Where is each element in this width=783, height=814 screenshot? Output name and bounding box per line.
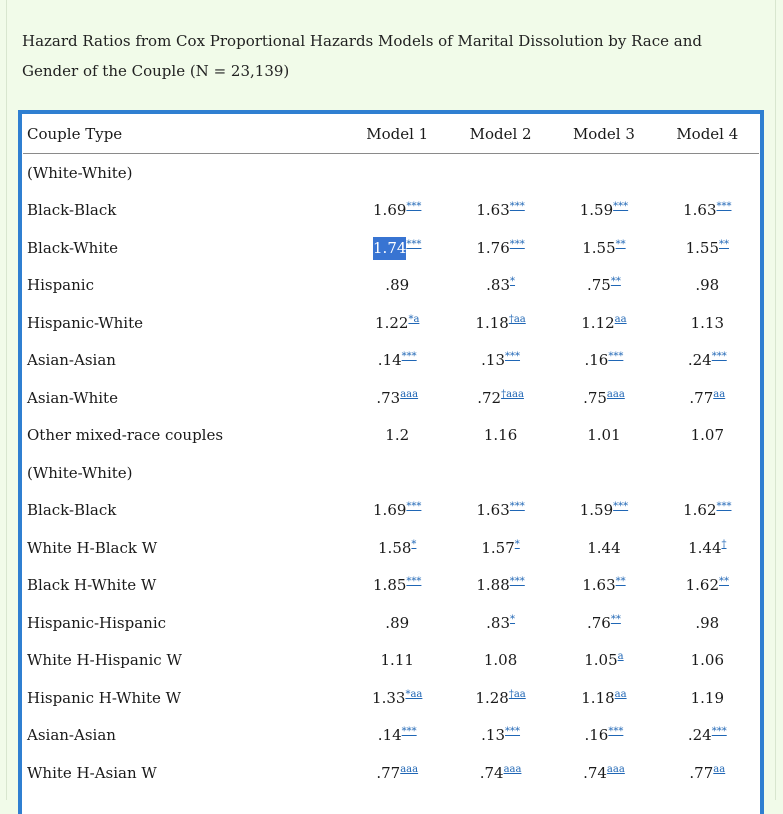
table-cell-model-4 — [656, 567, 759, 605]
footnote-link[interactable]: †aa — [508, 313, 526, 325]
cell-value: 1.69 — [373, 201, 407, 220]
table-cell-model-1 — [346, 417, 449, 455]
table-row — [23, 342, 759, 380]
table-cell-model-4 — [656, 642, 759, 680]
table-cell-model-3 — [552, 642, 655, 680]
table-cell-model-1 — [346, 379, 449, 417]
cell-value: 1.59 — [579, 201, 614, 220]
cell-value: 1.18 — [475, 313, 509, 332]
table-cell-model-3 — [552, 754, 655, 792]
footnote-link[interactable]: *** — [401, 351, 417, 363]
table-cell-model-2 — [449, 379, 552, 417]
row-label: (White-White) — [27, 463, 133, 482]
table-cell-model-4 — [656, 492, 759, 530]
footnote-link[interactable]: *a — [408, 313, 420, 325]
cell-value: .13 — [481, 351, 506, 370]
table-cell-model-2 — [449, 192, 552, 230]
table-cell-model-4 — [656, 529, 759, 567]
cell-value: .98 — [695, 613, 720, 632]
cell-value: .89 — [385, 613, 410, 632]
table-cell-model-3 — [552, 304, 655, 342]
table-header-row — [23, 114, 759, 154]
cell-value: .75 — [583, 388, 607, 407]
hazard-ratio-table — [23, 114, 759, 792]
table-cell-model-2 — [449, 717, 552, 755]
footnote-link[interactable]: † — [721, 538, 727, 550]
cell-value: .83 — [486, 276, 511, 295]
table-container — [18, 110, 764, 814]
table-cell-model-2 — [449, 754, 552, 792]
table-cell-model-4 — [656, 379, 759, 417]
cell-value: .16 — [584, 351, 609, 370]
cell-value: 1.16 — [483, 426, 518, 445]
row-label: White H-Black W — [27, 538, 158, 557]
table-cell-model-2 — [449, 229, 552, 267]
cell-value: 1.13 — [690, 313, 724, 332]
table-cell-model-2 — [449, 304, 552, 342]
table-cell-model-2 — [449, 342, 552, 380]
footnote-link[interactable]: *** — [613, 501, 629, 513]
table-cell-model-1 — [346, 679, 449, 717]
footnote-link[interactable]: *** — [406, 501, 422, 513]
cell-value: 1.55 — [582, 238, 616, 257]
table-row — [23, 567, 759, 605]
cell-value: .24 — [687, 351, 712, 370]
table-cell-model-2 — [449, 417, 552, 455]
footnote-link[interactable]: aaa — [606, 763, 625, 775]
table-cell-model-2 — [449, 567, 552, 605]
footnote-link[interactable]: *** — [613, 201, 629, 213]
row-label: White H-Hispanic W — [27, 651, 182, 670]
table-row — [23, 754, 759, 792]
table-cell-model-3 — [552, 417, 655, 455]
cell-value: 1.63 — [476, 201, 510, 220]
table-cell-model-1 — [346, 717, 449, 755]
footnote-link[interactable]: *** — [716, 201, 732, 213]
footnote-link[interactable]: aaa — [400, 763, 419, 775]
footnote-link[interactable]: aa — [614, 688, 627, 700]
table-cell-model-3 — [552, 342, 655, 380]
table-cell-model-3 — [552, 229, 655, 267]
footnote-link[interactable]: *** — [505, 351, 521, 363]
cell-value: 1.62 — [683, 501, 717, 520]
footnote-link[interactable]: *** — [505, 726, 521, 738]
footnote-link[interactable]: aa — [713, 763, 726, 775]
row-label: Hispanic-White — [27, 313, 144, 332]
table-row — [23, 192, 759, 230]
table-cell-model-1 — [346, 192, 449, 230]
table-cell-model-1 — [346, 267, 449, 305]
cell-value: .75 — [587, 276, 611, 295]
table-cell-model-2 — [449, 529, 552, 567]
header-couple-type: Couple Type — [23, 114, 346, 154]
cell-value: 1.33 — [372, 688, 406, 707]
footnote-link[interactable]: *** — [608, 351, 624, 363]
table-cell-model-1 — [346, 604, 449, 642]
row-label: Hispanic H-White W — [27, 688, 182, 707]
cell-value: .24 — [687, 726, 712, 745]
cell-value: 1.58 — [378, 538, 412, 557]
footnote-link[interactable]: *** — [509, 238, 525, 250]
cell-value: 1.18 — [581, 688, 615, 707]
row-label: Black H-White W — [27, 576, 157, 595]
row-label: Black-White — [27, 238, 119, 257]
header-model-3: Model 3 — [552, 114, 655, 154]
footnote-link[interactable]: ** — [615, 576, 626, 588]
cell-value: .89 — [385, 276, 410, 295]
cell-value: .77 — [689, 763, 714, 782]
cell-value: 1.85 — [373, 576, 407, 595]
cell-value: 1.63 — [683, 201, 717, 220]
table-cell-model-4 — [656, 717, 759, 755]
cell-value: .98 — [695, 276, 720, 295]
header-model-2: Model 2 — [449, 114, 552, 154]
header-model-1: Model 1 — [346, 114, 449, 154]
table-cell-model-4 — [656, 454, 759, 492]
table-row — [23, 492, 759, 530]
row-label: Black-Black — [27, 501, 117, 520]
header-model-4: Model 4 — [656, 114, 759, 154]
table-cell-model-2 — [449, 604, 552, 642]
footnote-link[interactable]: ** — [719, 238, 729, 250]
table-cell-model-1 — [346, 229, 449, 267]
table-cell-model-4 — [656, 342, 759, 380]
table-cell-model-1 — [346, 529, 449, 567]
footnote-link[interactable]: *aa — [405, 688, 423, 700]
table-cell-model-2 — [449, 154, 552, 192]
footnote-link[interactable]: a — [617, 651, 624, 663]
cell-value: .14 — [377, 726, 402, 745]
cell-value: 1.12 — [581, 313, 615, 332]
table-row — [23, 642, 759, 680]
cell-value: .77 — [689, 388, 714, 407]
table-cell-model-3 — [552, 529, 655, 567]
cell-value: .14 — [377, 351, 402, 370]
footnote-link[interactable]: aaa — [400, 388, 419, 400]
cell-value: .76 — [587, 613, 611, 632]
table-cell-model-2 — [449, 679, 552, 717]
table-cell-model-4 — [656, 192, 759, 230]
cell-value: 1.05 — [584, 651, 618, 670]
cell-value: 1.88 — [476, 576, 510, 595]
table-row — [23, 454, 759, 492]
cell-value: 1.59 — [579, 501, 614, 520]
cell-value: .72 — [477, 388, 502, 407]
footnote-link[interactable]: aa — [614, 313, 627, 325]
table-cell-model-4 — [656, 154, 759, 192]
cell-value: .73 — [376, 388, 401, 407]
table-cell-model-3 — [552, 492, 655, 530]
cell-value: .83 — [486, 613, 511, 632]
cell-value: 1.62 — [685, 576, 719, 595]
table-cell-model-2 — [449, 642, 552, 680]
footnote-link[interactable]: aaa — [503, 763, 522, 775]
table-cell-model-2 — [449, 492, 552, 530]
selected-cell-value: 1.74 — [373, 237, 406, 260]
footnote-link[interactable]: *** — [509, 501, 525, 513]
cell-value: 1.07 — [690, 426, 724, 445]
footnote-link[interactable]: ** — [610, 613, 621, 625]
table-cell-model-3 — [552, 454, 655, 492]
table-cell-model-2 — [449, 267, 552, 305]
table-row — [23, 417, 759, 455]
table-cell-model-3 — [552, 679, 655, 717]
footnote-link[interactable]: *** — [509, 576, 525, 588]
table-cell-model-4 — [656, 679, 759, 717]
table-row — [23, 679, 759, 717]
cell-value: .13 — [481, 726, 506, 745]
table-cell-model-3 — [552, 379, 655, 417]
cell-value: 1.44 — [587, 538, 621, 557]
footnote-link[interactable]: *** — [401, 726, 417, 738]
table-cell-model-1 — [346, 154, 449, 192]
table-cell-model-3 — [552, 717, 655, 755]
cell-value: 1.69 — [373, 501, 407, 520]
row-label: Hispanic-Hispanic — [27, 613, 167, 632]
table-cell-model-4 — [656, 754, 759, 792]
table-row — [23, 717, 759, 755]
footnote-link[interactable]: *** — [711, 726, 727, 738]
cell-value: 1.63 — [476, 501, 510, 520]
table-cell-model-3 — [552, 154, 655, 192]
table-row — [23, 229, 759, 267]
table-row — [23, 304, 759, 342]
footnote-link[interactable]: ** — [610, 276, 621, 288]
footnote-link[interactable]: *** — [711, 351, 727, 363]
footnote-link[interactable]: aaa — [606, 388, 625, 400]
table-cell-model-3 — [552, 267, 655, 305]
cell-value: 1.28 — [475, 688, 509, 707]
table-cell-model-4 — [656, 267, 759, 305]
footnote-link[interactable]: †aaa — [501, 388, 524, 400]
row-label: Asian-Asian — [27, 351, 116, 370]
footnote-link[interactable]: *** — [406, 238, 422, 250]
cell-value: 1.44 — [688, 538, 722, 557]
row-label: Asian-White — [27, 388, 118, 407]
table-cell-model-3 — [552, 192, 655, 230]
footnote-link[interactable]: * — [514, 538, 520, 550]
cell-value: 1.2 — [385, 426, 410, 445]
cell-value: 1.06 — [690, 651, 724, 670]
row-label: Black-Black — [27, 201, 117, 220]
footnote-link[interactable]: aa — [713, 388, 726, 400]
table-cell-model-1 — [346, 454, 449, 492]
row-label: White H-Asian W — [27, 763, 157, 782]
table-cell-model-4 — [656, 229, 759, 267]
table-cell-model-2 — [449, 454, 552, 492]
footnote-link[interactable]: ** — [615, 238, 626, 250]
cell-value: 1.55 — [685, 238, 719, 257]
footnote-link[interactable]: * — [510, 276, 516, 288]
cell-value: 1.01 — [587, 426, 621, 445]
footnote-link[interactable]: ** — [719, 576, 729, 588]
cell-value: 1.08 — [483, 651, 518, 670]
table-row — [23, 267, 759, 305]
cell-value: .74 — [479, 763, 504, 782]
table-cell-model-3 — [552, 604, 655, 642]
table-body — [23, 154, 759, 792]
row-label: Other mixed-race couples — [27, 426, 224, 445]
cell-value: 1.19 — [690, 688, 724, 707]
row-label: Hispanic — [27, 276, 94, 295]
table-row — [23, 604, 759, 642]
footnote-link[interactable]: *** — [716, 501, 732, 513]
footnote-link[interactable]: * — [510, 613, 516, 625]
cell-value: .16 — [584, 726, 609, 745]
cell-value: .77 — [376, 763, 401, 782]
table-cell-model-1 — [346, 342, 449, 380]
table-row — [23, 379, 759, 417]
cell-value: .74 — [583, 763, 607, 782]
cell-value: 1.63 — [582, 576, 616, 595]
footnote-link[interactable]: *** — [406, 201, 422, 213]
table-row — [23, 154, 759, 192]
table-cell-model-3 — [552, 567, 655, 605]
table-cell-model-4 — [656, 604, 759, 642]
table-cell-model-1 — [346, 304, 449, 342]
footnote-link[interactable]: *** — [608, 726, 624, 738]
table-cell-model-4 — [656, 304, 759, 342]
cell-value: 1.22 — [375, 313, 409, 332]
table-row — [23, 529, 759, 567]
cell-value: 1.11 — [380, 651, 414, 670]
footnote-link[interactable]: *** — [406, 576, 422, 588]
table-cell-model-1 — [346, 754, 449, 792]
table-cell-model-1 — [346, 567, 449, 605]
row-label: (White-White) — [27, 163, 133, 182]
row-label: Asian-Asian — [27, 726, 116, 745]
table-cell-model-4 — [656, 417, 759, 455]
footnote-link[interactable]: †aa — [508, 688, 526, 700]
table-cell-model-1 — [346, 492, 449, 530]
cell-value: 1.76 — [476, 238, 510, 257]
table-cell-model-1 — [346, 642, 449, 680]
footnote-link[interactable]: *** — [509, 201, 525, 213]
cell-value: 1.57 — [481, 538, 515, 557]
footnote-link[interactable]: * — [411, 538, 417, 550]
table-caption: Hazard Ratios from Cox Proportional Hazards Models of Marital Dissolution by Race and Gender of the Couple (N = 23,139) — [22, 32, 702, 80]
